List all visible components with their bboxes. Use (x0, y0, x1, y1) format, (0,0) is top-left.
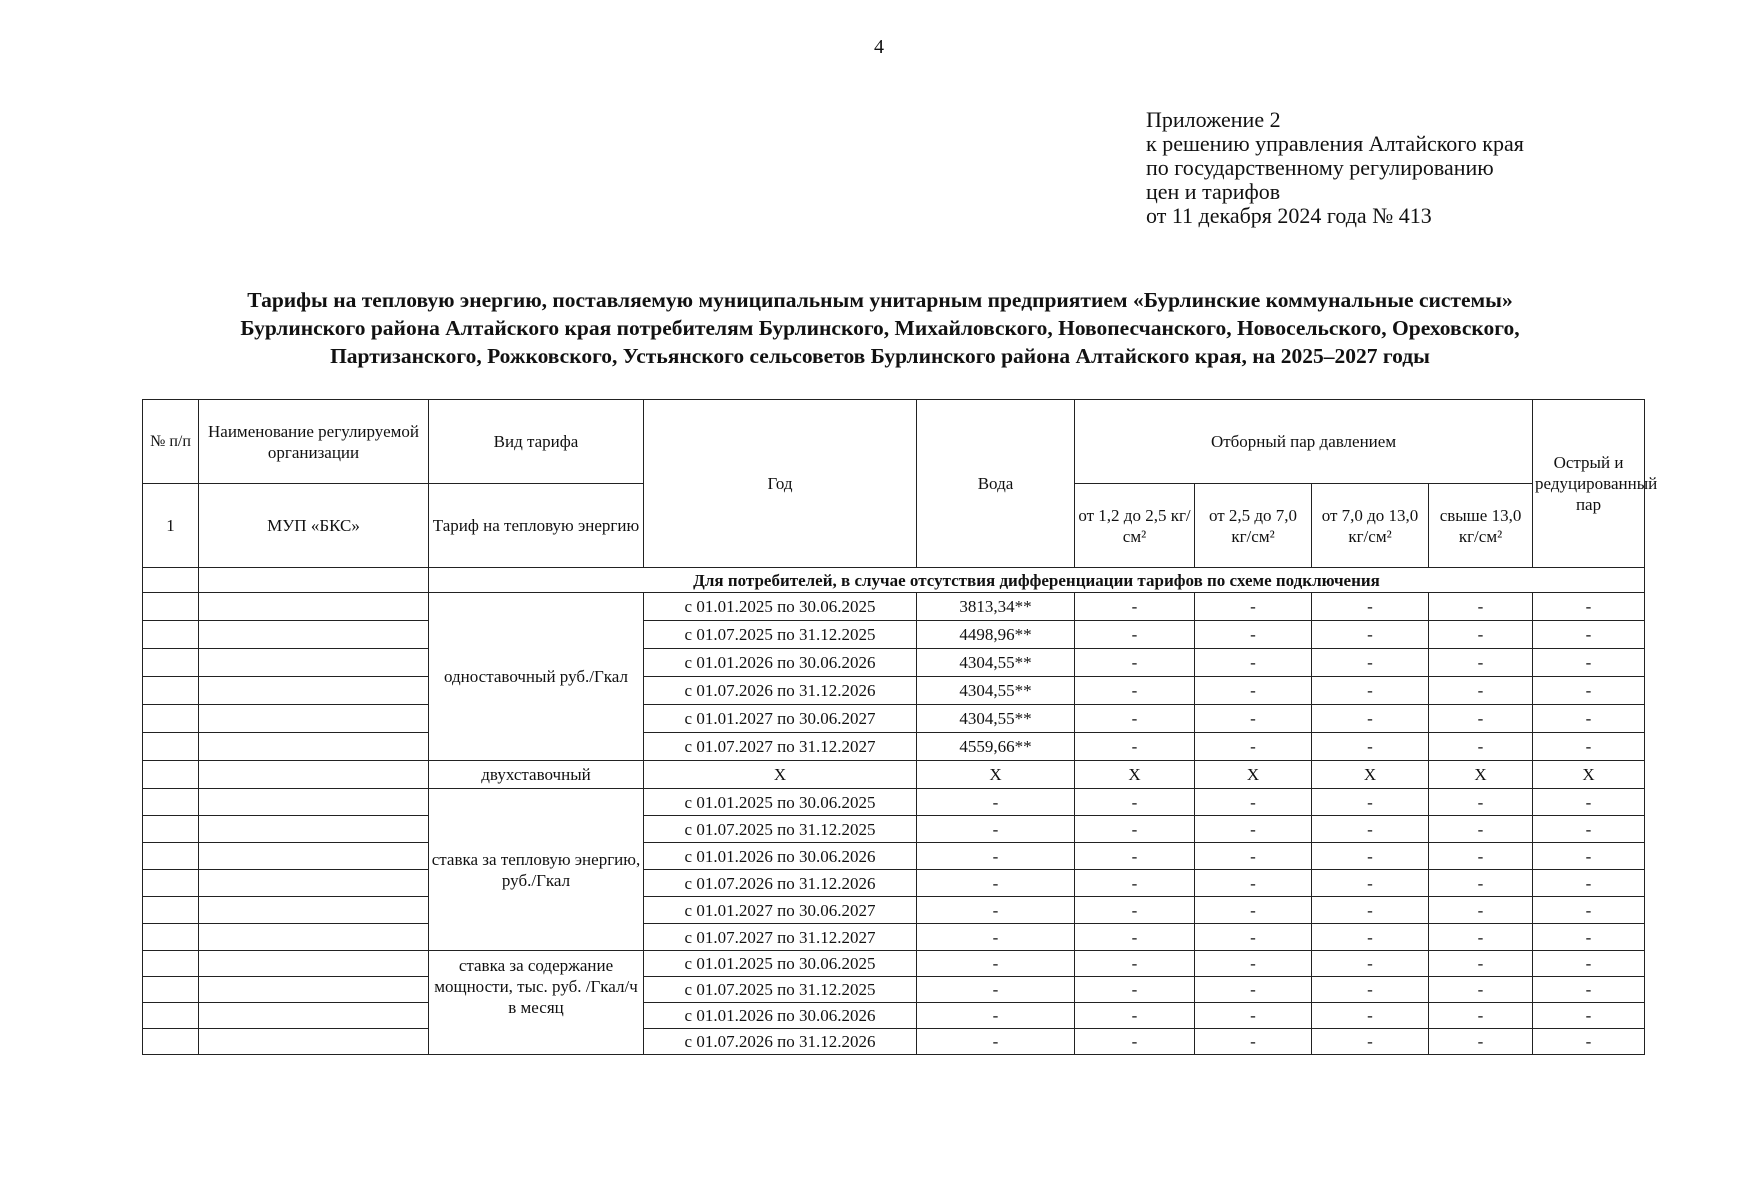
empty-cell (199, 677, 429, 705)
table-row (143, 621, 1645, 649)
dash-cell: - (1195, 733, 1312, 761)
header-tariff-type: Вид тарифа (429, 400, 644, 484)
empty-cell (199, 816, 429, 843)
water-value: - (917, 977, 1075, 1003)
dash-cell: - (1533, 897, 1645, 924)
dash-cell: - (1075, 897, 1195, 924)
dash-cell: - (1195, 951, 1312, 977)
empty-cell (143, 1029, 199, 1055)
empty-cell (199, 621, 429, 649)
empty-cell (199, 568, 429, 593)
header-num: № п/п (143, 400, 199, 484)
appendix-line: к решению управления Алтайского края (1146, 131, 1524, 156)
x-mark-cell: X (1429, 761, 1533, 789)
tariff-table (142, 399, 1658, 1055)
dash-cell: - (1533, 1003, 1645, 1029)
empty-cell (143, 593, 199, 621)
dash-cell: - (1429, 816, 1533, 843)
empty-cell (199, 951, 429, 977)
water-value: - (917, 897, 1075, 924)
dash-cell: - (1533, 870, 1645, 897)
dash-cell: - (1312, 870, 1429, 897)
empty-cell (199, 593, 429, 621)
empty-cell (143, 649, 199, 677)
period-cell: с 01.07.2027 по 31.12.2027 (644, 733, 917, 761)
period-cell: с 01.07.2027 по 31.12.2027 (644, 924, 917, 951)
water-value: - (917, 789, 1075, 816)
period-cell: с 01.07.2025 по 31.12.2025 (644, 816, 917, 843)
dash-cell: - (1533, 649, 1645, 677)
dash-cell: - (1533, 789, 1645, 816)
empty-cell (199, 789, 429, 816)
document-title (130, 286, 1630, 370)
table-row (143, 897, 1645, 924)
period-cell: с 01.07.2026 по 31.12.2026 (644, 677, 917, 705)
page-number: 4 (874, 36, 884, 58)
header-pressure-3: от 7,0 до 13,0 кг/см² (1312, 484, 1429, 568)
dash-cell: - (1312, 924, 1429, 951)
dash-cell: - (1312, 816, 1429, 843)
water-value: - (917, 816, 1075, 843)
dash-cell: - (1075, 951, 1195, 977)
dash-cell: - (1195, 924, 1312, 951)
empty-cell (143, 733, 199, 761)
water-value: 3813,34** (917, 593, 1075, 621)
title-line: Бурлинского района Алтайского края потребителям Бурлинского, Михайловского, Новопесчанского, Новосельского, Ореховского, (240, 316, 1520, 340)
dash-cell: - (1429, 951, 1533, 977)
empty-cell (143, 870, 199, 897)
dash-cell: - (1195, 1003, 1312, 1029)
dash-cell: - (1312, 733, 1429, 761)
dash-cell: - (1195, 705, 1312, 733)
empty-cell (143, 621, 199, 649)
org-tariff: Тариф на тепловую энергию (429, 484, 644, 568)
empty-cell (199, 649, 429, 677)
water-value: - (917, 843, 1075, 870)
appendix-line: от 11 декабря 2024 года № 413 (1146, 203, 1432, 228)
dash-cell: - (1533, 705, 1645, 733)
dash-cell: - (1429, 870, 1533, 897)
table-row (143, 705, 1645, 733)
period-cell: с 01.01.2025 по 30.06.2025 (644, 951, 917, 977)
dash-cell: - (1075, 593, 1195, 621)
header-org: Наименование регулируемой организации (199, 400, 429, 484)
dash-cell: - (1075, 1003, 1195, 1029)
table-row (143, 789, 1645, 816)
dash-cell: - (1429, 621, 1533, 649)
dash-cell: - (1429, 649, 1533, 677)
empty-cell (143, 816, 199, 843)
dash-cell: - (1312, 789, 1429, 816)
empty-cell (199, 977, 429, 1003)
table-row (143, 977, 1645, 1003)
tariff-label: ставка за содержание мощности, тыс. руб. /Гкал/ч в месяц (429, 951, 644, 1055)
empty-cell (143, 951, 199, 977)
tariff-label: одноставочный руб./Гкал (429, 593, 644, 761)
org-name: МУП «БКС» (199, 484, 429, 568)
table-row (143, 924, 1645, 951)
dash-cell: - (1195, 621, 1312, 649)
period-cell: с 01.01.2026 по 30.06.2026 (644, 843, 917, 870)
dash-cell: - (1075, 649, 1195, 677)
header-steam-group: Отборный пар давлением (1075, 400, 1533, 484)
empty-cell (199, 870, 429, 897)
water-value: 4304,55** (917, 705, 1075, 733)
appendix-line: по государственному регулированию (1146, 155, 1494, 180)
appendix-line: цен и тарифов (1146, 179, 1281, 204)
water-value: - (917, 1029, 1075, 1055)
dash-cell: - (1312, 1029, 1429, 1055)
header-water: Вода (917, 400, 1075, 568)
dash-cell: - (1075, 843, 1195, 870)
dash-cell: - (1075, 977, 1195, 1003)
dash-cell: - (1075, 677, 1195, 705)
empty-cell (199, 733, 429, 761)
table-row (143, 843, 1645, 870)
dash-cell: - (1195, 977, 1312, 1003)
table-row (143, 1003, 1645, 1029)
x-mark-cell: X (644, 761, 917, 789)
table-row (143, 761, 1645, 789)
empty-cell (143, 1003, 199, 1029)
water-value: 4559,66** (917, 733, 1075, 761)
water-value: - (917, 870, 1075, 897)
x-mark-cell: X (1075, 761, 1195, 789)
header-row (143, 400, 1645, 484)
header-sharp-steam: Острый и редуцированный пар (1533, 400, 1645, 568)
dash-cell: - (1429, 843, 1533, 870)
period-cell: с 01.01.2026 по 30.06.2026 (644, 649, 917, 677)
dash-cell: - (1312, 977, 1429, 1003)
period-cell: с 01.01.2027 по 30.06.2027 (644, 705, 917, 733)
dash-cell: - (1312, 843, 1429, 870)
empty-cell (143, 897, 199, 924)
period-cell: с 01.01.2025 по 30.06.2025 (644, 789, 917, 816)
dash-cell: - (1075, 789, 1195, 816)
dash-cell: - (1195, 843, 1312, 870)
x-mark-cell: X (1195, 761, 1312, 789)
empty-cell (199, 843, 429, 870)
dash-cell: - (1429, 789, 1533, 816)
section-label: Для потребителей, в случае отсутствия дифференциации тарифов по схеме подключения (429, 568, 1645, 593)
dash-cell: - (1312, 897, 1429, 924)
table-row (143, 677, 1645, 705)
dash-cell: - (1195, 649, 1312, 677)
empty-cell (199, 1003, 429, 1029)
table-row (143, 733, 1645, 761)
title-line: Тарифы на тепловую энергию, поставляемую муниципальным унитарным предприятием «Бурлинские коммунальные системы» (247, 288, 1513, 312)
dash-cell: - (1075, 870, 1195, 897)
dash-cell: - (1312, 705, 1429, 733)
empty-cell (199, 761, 429, 789)
table-row (143, 649, 1645, 677)
empty-cell (143, 761, 199, 789)
empty-cell (143, 789, 199, 816)
dash-cell: - (1312, 951, 1429, 977)
empty-cell (199, 705, 429, 733)
dash-cell: - (1195, 1029, 1312, 1055)
dash-cell: - (1429, 1003, 1533, 1029)
appendix-line: Приложение 2 (1146, 107, 1281, 132)
period-cell: с 01.07.2025 по 31.12.2025 (644, 977, 917, 1003)
appendix-block (1146, 108, 1524, 228)
table-row (143, 1029, 1645, 1055)
dash-cell: - (1075, 1029, 1195, 1055)
empty-cell (143, 977, 199, 1003)
water-value: 4304,55** (917, 649, 1075, 677)
header-pressure-2: от 2,5 до 7,0 кг/см² (1195, 484, 1312, 568)
dash-cell: - (1429, 924, 1533, 951)
dash-cell: - (1533, 843, 1645, 870)
header-pressure-4: свыше 13,0 кг/см² (1429, 484, 1533, 568)
dash-cell: - (1533, 816, 1645, 843)
water-value: 4498,96** (917, 621, 1075, 649)
water-value: 4304,55** (917, 677, 1075, 705)
dash-cell: - (1075, 621, 1195, 649)
empty-cell (199, 897, 429, 924)
header-year: Год (644, 400, 917, 568)
dash-cell: - (1533, 677, 1645, 705)
dash-cell: - (1312, 677, 1429, 705)
empty-cell (143, 705, 199, 733)
table-row (143, 593, 1645, 621)
dash-cell: - (1533, 977, 1645, 1003)
dash-cell: - (1429, 897, 1533, 924)
dash-cell: - (1075, 733, 1195, 761)
header-pressure-1: от 1,2 до 2,5 кг/см² (1075, 484, 1195, 568)
dash-cell: - (1429, 733, 1533, 761)
tariff-label: ставка за тепловую энергию, руб./Гкал (429, 789, 644, 951)
dash-cell: - (1312, 621, 1429, 649)
x-mark-cell: X (1312, 761, 1429, 789)
period-cell: с 01.01.2027 по 30.06.2027 (644, 897, 917, 924)
empty-cell (143, 924, 199, 951)
dash-cell: - (1312, 593, 1429, 621)
period-cell: с 01.01.2025 по 30.06.2025 (644, 593, 917, 621)
dash-cell: - (1075, 705, 1195, 733)
dash-cell: - (1429, 705, 1533, 733)
dash-cell: - (1429, 977, 1533, 1003)
tariff-label: двухставочный (429, 761, 644, 789)
dash-cell: - (1429, 677, 1533, 705)
dash-cell: - (1195, 593, 1312, 621)
dash-cell: - (1312, 1003, 1429, 1029)
section-row (143, 568, 1645, 593)
x-mark-cell: X (917, 761, 1075, 789)
table-row (143, 870, 1645, 897)
water-value: - (917, 951, 1075, 977)
period-cell: с 01.07.2026 по 31.12.2026 (644, 870, 917, 897)
water-value: - (917, 1003, 1075, 1029)
dash-cell: - (1195, 816, 1312, 843)
org-num: 1 (143, 484, 199, 568)
empty-cell (143, 843, 199, 870)
water-value: - (917, 924, 1075, 951)
dash-cell: - (1075, 924, 1195, 951)
title-line: Партизанского, Рожковского, Устьянского сельсоветов Бурлинского района Алтайского края, на 2025–2027 годы (330, 344, 1430, 368)
empty-cell (199, 1029, 429, 1055)
dash-cell: - (1195, 789, 1312, 816)
dash-cell: - (1533, 924, 1645, 951)
period-cell: с 01.01.2026 по 30.06.2026 (644, 1003, 917, 1029)
empty-cell (143, 568, 199, 593)
period-cell: с 01.07.2025 по 31.12.2025 (644, 621, 917, 649)
dash-cell: - (1533, 733, 1645, 761)
dash-cell: - (1533, 1029, 1645, 1055)
dash-cell: - (1195, 897, 1312, 924)
dash-cell: - (1195, 677, 1312, 705)
x-mark-cell: X (1533, 761, 1645, 789)
dash-cell: - (1312, 649, 1429, 677)
table-row (143, 816, 1645, 843)
dash-cell: - (1429, 593, 1533, 621)
dash-cell: - (1533, 951, 1645, 977)
dash-cell: - (1533, 621, 1645, 649)
table-row (143, 951, 1645, 977)
dash-cell: - (1195, 870, 1312, 897)
dash-cell: - (1075, 816, 1195, 843)
period-cell: с 01.07.2026 по 31.12.2026 (644, 1029, 917, 1055)
empty-cell (143, 677, 199, 705)
empty-cell (199, 924, 429, 951)
dash-cell: - (1429, 1029, 1533, 1055)
dash-cell: - (1533, 593, 1645, 621)
